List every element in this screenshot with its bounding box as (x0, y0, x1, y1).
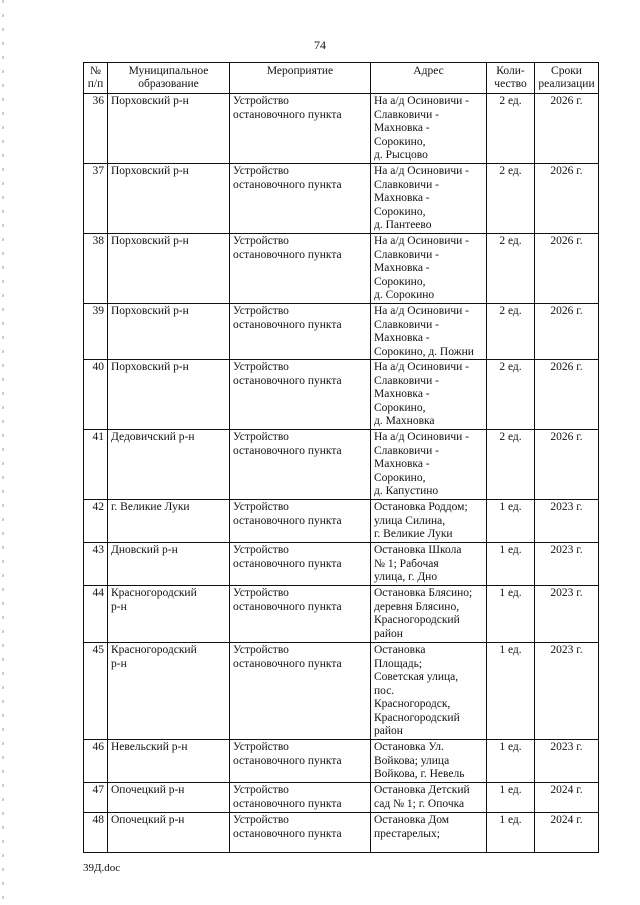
event-cell: Устройство остановочного пункта (230, 164, 371, 234)
quantity-cell: 1 ед. (487, 500, 535, 543)
event-cell: Устройство остановочного пункта (230, 304, 371, 360)
projects-table (83, 62, 599, 853)
term-cell: 2026 г. (535, 234, 599, 304)
quantity-cell: 2 ед. (487, 164, 535, 234)
address-cell: Остановка Площадь; Советская улица, пос. Красногородск, Красногородский район (371, 643, 487, 740)
header-quantity: Коли- чество (487, 63, 535, 94)
term-cell: 2024 г. (535, 783, 599, 813)
municipality-cell: Дновский р-н (108, 543, 230, 586)
municipality-cell: Невельский р-н (108, 740, 230, 783)
header-num: № п/п (84, 63, 108, 94)
address-cell: На а/д Осиновичи - Славковичи - Махновка - Сорокино, д. Сорокино (371, 234, 487, 304)
quantity-cell: 1 ед. (487, 813, 535, 853)
address-cell: На а/д Осиновичи - Славковичи - Махновка - Сорокино, д. Пантеево (371, 164, 487, 234)
event-cell: Устройство остановочного пункта (230, 586, 371, 643)
table-row (84, 643, 599, 740)
municipality-cell: Опочецкий р-н (108, 783, 230, 813)
quantity-cell: 2 ед. (487, 304, 535, 360)
table-row (84, 500, 599, 543)
row-number: 40 (84, 360, 108, 430)
address-cell: Остановка Роддом; улица Силина, г. Великие Луки (371, 500, 487, 543)
municipality-cell: Порховский р-н (108, 360, 230, 430)
quantity-cell: 1 ед. (487, 643, 535, 740)
municipality-cell: Красногородский р-н (108, 643, 230, 740)
footer-filename: 39Д.doc (83, 862, 121, 874)
table-row (84, 234, 599, 304)
municipality-cell: Порховский р-н (108, 234, 230, 304)
header-term: Сроки реализации (535, 63, 599, 94)
row-number: 45 (84, 643, 108, 740)
row-number: 47 (84, 783, 108, 813)
table-row (84, 813, 599, 853)
municipality-cell: г. Великие Луки (108, 500, 230, 543)
row-number: 46 (84, 740, 108, 783)
municipality-cell: Порховский р-н (108, 94, 230, 164)
event-cell: Устройство остановочного пункта (230, 813, 371, 853)
municipality-cell: Опочецкий р-н (108, 813, 230, 853)
event-cell: Устройство остановочного пункта (230, 740, 371, 783)
table-row (84, 543, 599, 586)
table-row (84, 304, 599, 360)
address-cell: Остановка Детский сад № 1; г. Опочка (371, 783, 487, 813)
row-number: 42 (84, 500, 108, 543)
municipality-cell: Порховский р-н (108, 164, 230, 234)
address-cell: Остановка Школа № 1; Рабочая улица, г. Дно (371, 543, 487, 586)
row-number: 36 (84, 94, 108, 164)
event-cell: Устройство остановочного пункта (230, 783, 371, 813)
address-cell: Остановка Блясино; деревня Блясино, Красногородский район (371, 586, 487, 643)
table-row (84, 783, 599, 813)
term-cell: 2026 г. (535, 360, 599, 430)
quantity-cell: 2 ед. (487, 94, 535, 164)
table-row (84, 586, 599, 643)
address-cell: На а/д Осиновичи - Славковичи - Махновка - Сорокино, д. Капустино (371, 430, 487, 500)
address-cell: На а/д Осиновичи - Славковичи - Махновка - Сорокино, д. Махновка (371, 360, 487, 430)
event-cell: Устройство остановочного пункта (230, 500, 371, 543)
address-cell: На а/д Осиновичи - Славковичи - Махновка - Сорокино, д. Рысцово (371, 94, 487, 164)
term-cell: 2023 г. (535, 643, 599, 740)
row-number: 39 (84, 304, 108, 360)
term-cell: 2026 г. (535, 94, 599, 164)
municipality-cell: Порховский р-н (108, 304, 230, 360)
quantity-cell: 2 ед. (487, 360, 535, 430)
table-row (84, 94, 599, 164)
table-row (84, 360, 599, 430)
event-cell: Устройство остановочного пункта (230, 234, 371, 304)
quantity-cell: 2 ед. (487, 234, 535, 304)
address-cell: Остановка Ул. Войкова; улица Войкова, г. Невель (371, 740, 487, 783)
municipality-cell: Дедовичский р-н (108, 430, 230, 500)
row-number: 38 (84, 234, 108, 304)
address-cell: Остановка Дом престарелых; (371, 813, 487, 853)
term-cell: 2023 г. (535, 740, 599, 783)
event-cell: Устройство остановочного пункта (230, 94, 371, 164)
quantity-cell: 1 ед. (487, 586, 535, 643)
table-row (84, 164, 599, 234)
table-row (84, 740, 599, 783)
term-cell: 2026 г. (535, 164, 599, 234)
event-cell: Устройство остановочного пункта (230, 643, 371, 740)
header-address: Адрес (371, 63, 487, 94)
address-cell: На а/д Осиновичи - Славковичи - Махновка - Сорокино, д. Пожни (371, 304, 487, 360)
scan-edge-marks (2, 0, 4, 905)
term-cell: 2026 г. (535, 430, 599, 500)
event-cell: Устройство остановочного пункта (230, 360, 371, 430)
table-header-row (84, 63, 599, 94)
row-number: 37 (84, 164, 108, 234)
quantity-cell: 1 ед. (487, 543, 535, 586)
table-row (84, 430, 599, 500)
quantity-cell: 2 ед. (487, 430, 535, 500)
term-cell: 2024 г. (535, 813, 599, 853)
event-cell: Устройство остановочного пункта (230, 543, 371, 586)
row-number: 43 (84, 543, 108, 586)
row-number: 44 (84, 586, 108, 643)
header-municipality: Муниципальное образование (108, 63, 230, 94)
row-number: 41 (84, 430, 108, 500)
quantity-cell: 1 ед. (487, 783, 535, 813)
event-cell: Устройство остановочного пункта (230, 430, 371, 500)
page-number: 74 (314, 38, 326, 52)
term-cell: 2023 г. (535, 543, 599, 586)
quantity-cell: 1 ед. (487, 740, 535, 783)
municipality-cell: Красногородский р-н (108, 586, 230, 643)
term-cell: 2023 г. (535, 500, 599, 543)
term-cell: 2023 г. (535, 586, 599, 643)
header-event: Мероприятие (230, 63, 371, 94)
row-number: 48 (84, 813, 108, 853)
term-cell: 2026 г. (535, 304, 599, 360)
